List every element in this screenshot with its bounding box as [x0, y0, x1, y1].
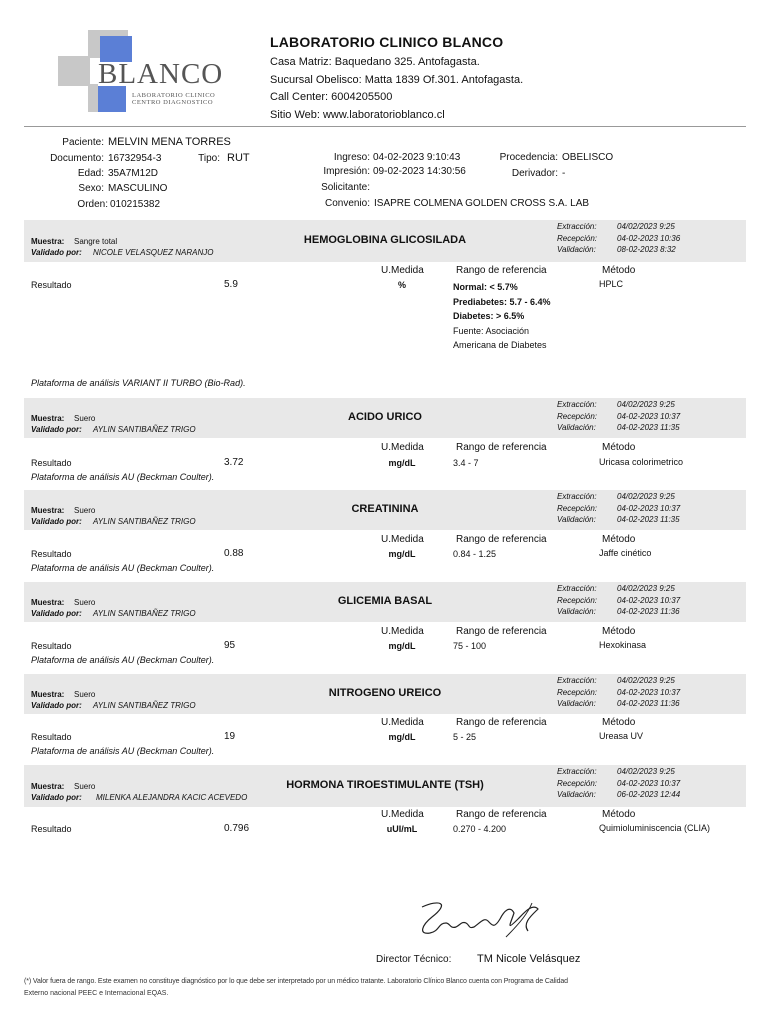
- recepcion-label: Recepción:: [557, 688, 598, 697]
- validacion-label: Validación:: [557, 790, 596, 799]
- lab-website: Sitio Web: www.laboratorioblanco.cl: [270, 109, 445, 121]
- lab-address-main: Casa Matriz: Baquedano 325. Antofagasta.: [270, 56, 480, 68]
- umedida-header: U.Medida: [381, 626, 424, 637]
- orden-label: Orden:: [77, 199, 108, 210]
- ingreso-value: 04-02-2023 9:10:43: [373, 152, 461, 163]
- muestra-value: Suero: [74, 782, 96, 791]
- director-label: Director Técnico:: [376, 954, 452, 965]
- range-value: 0.84 - 1.25: [453, 549, 497, 559]
- ingreso-label: Ingreso:: [333, 152, 370, 163]
- method-value: HPLC: [599, 279, 624, 289]
- range-line: Fuente: Asociación: [453, 325, 530, 336]
- muestra-value: Suero: [74, 414, 96, 423]
- resultado-value: 3.72: [224, 457, 244, 468]
- unit-value: mg/dL: [388, 732, 416, 742]
- orden-value: 010215382: [110, 199, 161, 210]
- validacion-value: 04-02-2023 11:36: [617, 607, 680, 616]
- section-title: HORMONA TIROESTIMULANTE (TSH): [286, 779, 484, 791]
- validado-label: Validado por:: [31, 425, 82, 434]
- extraccion-label: Extracción:: [557, 400, 597, 409]
- platform-note: Plataforma de análisis VARIANT II TURBO (Bio-Rad).: [31, 378, 246, 388]
- umedida-header: U.Medida: [381, 809, 424, 820]
- umedida-header: U.Medida: [381, 534, 424, 545]
- platform-note: Plataforma de análisis AU (Beckman Coulter).: [31, 655, 215, 665]
- unit-value: mg/dL: [388, 458, 416, 468]
- extraccion-label: Extracción:: [557, 492, 597, 501]
- director-name: TM Nicole Velásquez: [477, 953, 581, 965]
- extraccion-label: Extracción:: [557, 584, 597, 593]
- validado-value: AYLIN SANTIBAÑEZ TRIGO: [93, 701, 196, 710]
- extraccion-label: Extracción:: [557, 222, 597, 231]
- validacion-value: 04-02-2023 11:35: [617, 515, 680, 524]
- validado-label: Validado por:: [31, 701, 82, 710]
- edad-value: 35A7M12D: [108, 168, 159, 179]
- extraccion-label: Extracción:: [557, 767, 597, 776]
- range-value: 0.270 - 4.200: [453, 824, 507, 834]
- derivador-value: -: [562, 168, 566, 179]
- validacion-value: 06-02-2023 12:44: [617, 790, 681, 799]
- muestra-value: Suero: [74, 506, 96, 515]
- extraccion-value: 04/02/2023 9:25: [617, 584, 675, 593]
- resultado-value: 19: [224, 731, 236, 742]
- resultado-value: 5.9: [224, 279, 238, 290]
- range-value: 5 - 25: [453, 732, 477, 742]
- validacion-label: Validación:: [557, 423, 596, 432]
- platform-note: Plataforma de análisis AU (Beckman Coulter).: [31, 563, 215, 573]
- muestra-value: Suero: [74, 598, 96, 607]
- resultado-label: Resultado: [31, 824, 72, 834]
- umedida-header: U.Medida: [381, 717, 424, 728]
- muestra-label: Muestra:: [31, 598, 65, 607]
- section-title: CREATININA: [351, 503, 419, 515]
- edad-label: Edad:: [77, 168, 104, 179]
- umedida-header: U.Medida: [381, 265, 424, 276]
- documento-label: Documento:: [50, 153, 104, 164]
- footer-note-line1: (*) Valor fuera de rango. Este examen no constituye diagnóstico por lo que debe ser interpretado por un médico tratante. Laboratorio Clínico Blanco cuenta con Programa de Calidad: [24, 978, 568, 985]
- muestra-label: Muestra:: [31, 506, 65, 515]
- impresion-label: Impresión:: [323, 166, 370, 177]
- sexo-label: Sexo:: [78, 183, 104, 194]
- footer-note-line2: Externo nacional PEEC e Internacional EQAS.: [24, 990, 169, 997]
- validado-value: MILENKA ALEJANDRA KACIC ACEVEDO: [96, 793, 248, 802]
- tipo-label: Tipo:: [198, 153, 220, 164]
- sexo-value: MASCULINO: [108, 183, 168, 194]
- range-line: Americana de Diabetes: [453, 340, 547, 350]
- extraccion-label: Extracción:: [557, 676, 597, 685]
- convenio-value: ISAPRE COLMENA GOLDEN CROSS S.A. LAB: [374, 198, 590, 209]
- lab-name: LABORATORIO CLINICO BLANCO: [270, 34, 504, 50]
- validado-label: Validado por:: [31, 793, 82, 802]
- metodo-header: Método: [602, 265, 636, 276]
- validado-label: Validado por:: [31, 248, 82, 257]
- solicitante-label: Solicitante:: [321, 182, 370, 193]
- range-value: 75 - 100: [453, 641, 487, 651]
- range-value: 3.4 - 7: [453, 458, 479, 468]
- signature-image: [410, 893, 560, 945]
- validacion-label: Validación:: [557, 699, 596, 708]
- recepcion-value: 04-02-2023 10:37: [617, 504, 681, 513]
- method-value: Jaffe cinético: [599, 548, 652, 558]
- platform-note: Plataforma de análisis AU (Beckman Coulter).: [31, 472, 215, 482]
- metodo-header: Método: [602, 442, 636, 453]
- range-line: Prediabetes: 5.7 - 6.4%: [453, 296, 551, 307]
- unit-value: mg/dL: [388, 549, 416, 559]
- extraccion-value: 04/02/2023 9:25: [617, 767, 675, 776]
- section-title: GLICEMIA BASAL: [337, 595, 433, 607]
- unit-value: %: [397, 280, 406, 290]
- resultado-value: 95: [224, 640, 236, 651]
- recepcion-value: 04-02-2023 10:37: [617, 688, 681, 697]
- method-value: Ureasa UV: [599, 731, 644, 741]
- range-value: [453, 280, 551, 353]
- recepcion-label: Recepción:: [557, 779, 598, 788]
- resultado-label: Resultado: [31, 280, 72, 290]
- muestra-value: Suero: [74, 690, 96, 699]
- recepcion-value: 04-02-2023 10:36: [617, 234, 681, 243]
- recepcion-value: 04-02-2023 10:37: [617, 779, 681, 788]
- unit-value: mg/dL: [388, 641, 416, 651]
- extraccion-value: 04/02/2023 9:25: [617, 222, 675, 231]
- recepcion-label: Recepción:: [557, 596, 598, 605]
- resultado-label: Resultado: [31, 641, 72, 651]
- logo-text: BLANCO: [98, 58, 224, 90]
- resultado-label: Resultado: [31, 732, 72, 742]
- validacion-label: Validación:: [557, 245, 596, 254]
- validado-value: AYLIN SANTIBAÑEZ TRIGO: [93, 609, 196, 618]
- muestra-value: Sangre total: [74, 237, 118, 246]
- method-value: Hexokinasa: [599, 640, 647, 650]
- validado-value: AYLIN SANTIBAÑEZ TRIGO: [93, 425, 196, 434]
- rango-header: Rango de referencia: [456, 809, 547, 820]
- procedencia-value: OBELISCO: [562, 152, 614, 163]
- logo-subtitle-1: LABORATORIO CLINICO: [132, 92, 216, 99]
- rango-header: Rango de referencia: [456, 442, 547, 453]
- validacion-value: 04-02-2023 11:35: [617, 423, 680, 432]
- procedencia-label: Procedencia:: [499, 152, 558, 163]
- validacion-value: 08-02-2023 8:32: [617, 245, 676, 254]
- paciente-value: MELVIN MENA TORRES: [108, 136, 231, 148]
- metodo-header: Método: [602, 534, 636, 545]
- method-value: Uricasa colorimetrico: [599, 457, 684, 467]
- metodo-header: Método: [602, 717, 636, 728]
- range-line: Normal: < 5.7%: [453, 282, 518, 292]
- tipo-value: RUT: [227, 152, 250, 164]
- extraccion-value: 04/02/2023 9:25: [617, 492, 675, 501]
- muestra-label: Muestra:: [31, 690, 65, 699]
- umedida-header: U.Medida: [381, 442, 424, 453]
- documento-value: 16732954-3: [108, 153, 162, 164]
- validacion-value: 04-02-2023 11:36: [617, 699, 680, 708]
- section-title: NITROGENO UREICO: [328, 687, 442, 699]
- validado-value: NICOLE VELASQUEZ NARANJO: [93, 248, 214, 257]
- validado-value: AYLIN SANTIBAÑEZ TRIGO: [93, 517, 196, 526]
- validacion-label: Validación:: [557, 515, 596, 524]
- lab-callcenter: Call Center: 6004205500: [270, 91, 393, 103]
- validado-label: Validado por:: [31, 517, 82, 526]
- extraccion-value: 04/02/2023 9:25: [617, 400, 675, 409]
- muestra-label: Muestra:: [31, 237, 65, 246]
- range-line: Diabetes: > 6.5%: [453, 311, 525, 321]
- metodo-header: Método: [602, 626, 636, 637]
- platform-note: Plataforma de análisis AU (Beckman Coulter).: [31, 746, 215, 756]
- resultado-label: Resultado: [31, 458, 72, 468]
- lab-logo: [58, 30, 238, 115]
- recepcion-value: 04-02-2023 10:37: [617, 596, 681, 605]
- section-title: HEMOGLOBINA GLICOSILADA: [303, 234, 467, 246]
- resultado-value: 0.796: [224, 823, 250, 834]
- derivador-label: Derivador:: [511, 168, 558, 179]
- logo-subtitle-2: CENTRO DIAGNOSTICO: [132, 99, 214, 106]
- section-title: ACIDO URICO: [348, 411, 422, 423]
- unit-value: uUI/mL: [386, 824, 418, 834]
- muestra-label: Muestra:: [31, 414, 65, 423]
- recepcion-label: Recepción:: [557, 504, 598, 513]
- rango-header: Rango de referencia: [456, 265, 547, 276]
- paciente-label: Paciente:: [62, 137, 104, 148]
- recepcion-value: 04-02-2023 10:37: [617, 412, 681, 421]
- rango-header: Rango de referencia: [456, 626, 547, 637]
- header-divider: [24, 126, 746, 127]
- recepcion-label: Recepción:: [557, 412, 598, 421]
- method-value: Quimioluminiscencia (CLIA): [599, 823, 711, 833]
- recepcion-label: Recepción:: [557, 234, 598, 243]
- validado-label: Validado por:: [31, 609, 82, 618]
- extraccion-value: 04/02/2023 9:25: [617, 676, 675, 685]
- rango-header: Rango de referencia: [456, 717, 547, 728]
- validacion-label: Validación:: [557, 607, 596, 616]
- rango-header: Rango de referencia: [456, 534, 547, 545]
- resultado-label: Resultado: [31, 549, 72, 559]
- convenio-label: Convenio:: [324, 198, 370, 209]
- muestra-label: Muestra:: [31, 782, 65, 791]
- impresion-value: 09-02-2023 14:30:56: [373, 166, 466, 177]
- resultado-value: 0.88: [224, 548, 244, 559]
- lab-address-branch: Sucursal Obelisco: Matta 1839 Of.301. Antofagasta.: [270, 74, 524, 86]
- metodo-header: Método: [602, 809, 636, 820]
